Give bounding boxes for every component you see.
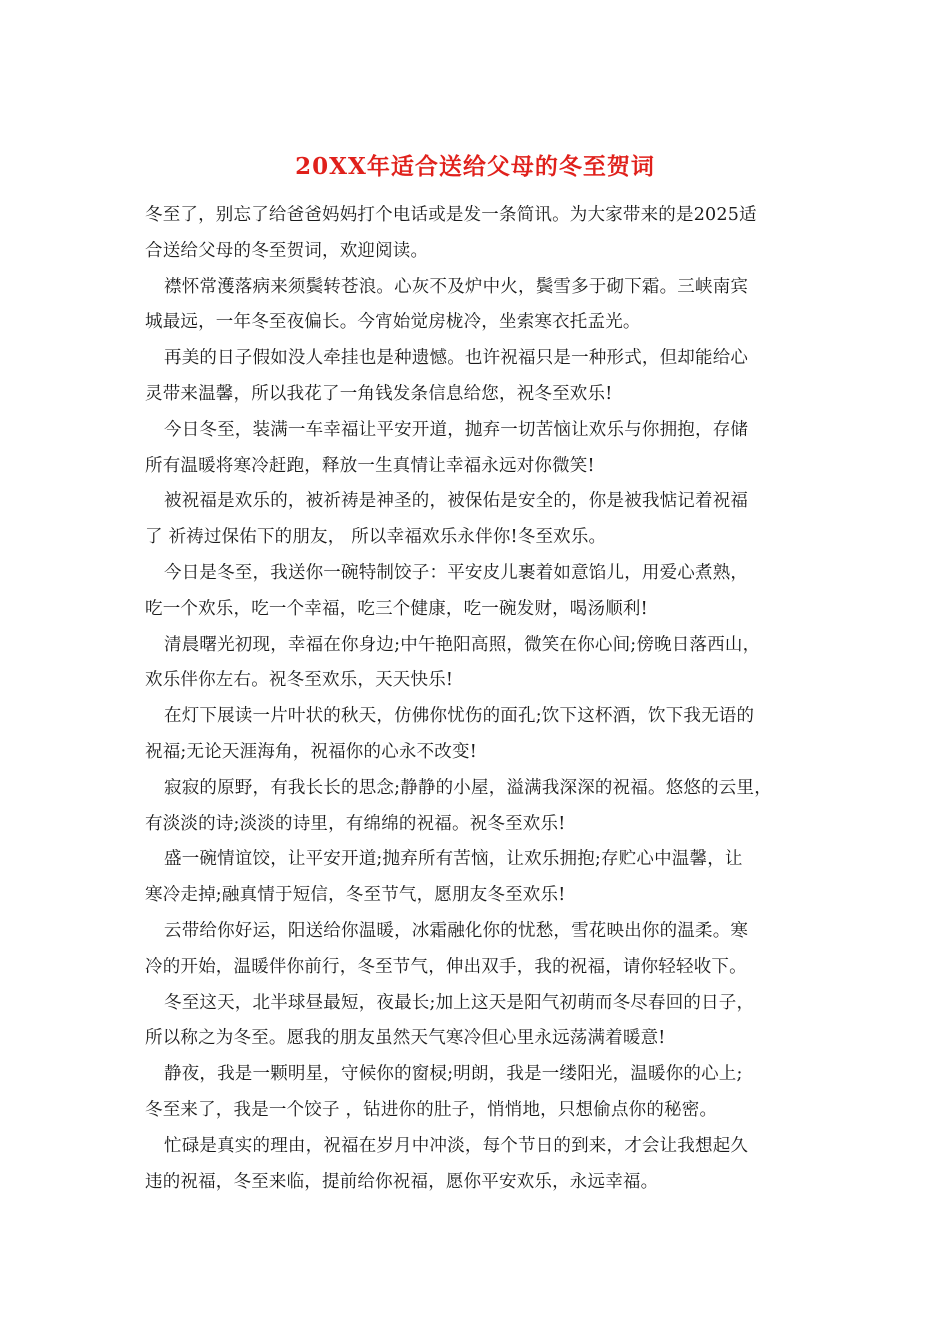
paragraph-line: 云带给你好运，阳送给你温暖，冰霜融化你的忧愁，雪花映出你的温柔。寒 <box>164 920 749 941</box>
paragraph-line: 有淡淡的诗;淡淡的诗里，有绵绵的祝福。祝冬至欢乐! <box>145 813 566 834</box>
paragraph-line: 冷的开始，温暖伴你前行，冬至节气，伸出双手，我的祝福，请你轻轻收下。 <box>145 956 747 977</box>
paragraph-line: 灵带来温馨，所以我花了一角钱发条信息给您，祝冬至欢乐! <box>145 383 613 404</box>
paragraph-line: 吃一个欢乐，吃一个幸福，吃三个健康，吃一碗发财，喝汤顺利! <box>145 598 648 619</box>
paragraph-line: 忙碌是真实的理由，祝福在岁月中冲淡，每个节日的到来，才会让我想起久 <box>164 1135 749 1156</box>
paragraph-line: 城最远，一年冬至夜偏长。今宵始觉房栊冷，坐索寒衣托孟光。 <box>145 312 641 333</box>
paragraph-line: 在灯下展读一片叶状的秋天，仿佛你忧伤的面孔;饮下这杯酒，饮下我无语的 <box>164 706 755 727</box>
paragraph-line: 今日是冬至，我送你一碗特制饺子：平安皮儿裹着如意馅儿，用爱心煮熟， <box>164 562 749 583</box>
document-body <box>145 198 815 1200</box>
paragraph-line: 祝福;无论天涯海角，祝福你的心永不改变! <box>145 741 477 762</box>
paragraph-line: 静夜，我是一颗明星，守候你的窗棂;明朗，我是一缕阳光，温暖你的心上; <box>164 1064 743 1085</box>
paragraph-line: 所以称之为冬至。愿我的朋友虽然天气寒冷但心里永远荡满着暖意! <box>145 1028 666 1049</box>
paragraph-line: 今日冬至，装满一车幸福让平安开道，抛弃一切苦恼让欢乐与你拥抱，存储 <box>164 419 749 440</box>
paragraph-line: 违的祝福，冬至来临，提前给你祝福，愿你平安欢乐，永远幸福。 <box>145 1171 659 1192</box>
paragraph-line: 欢乐伴你左右。祝冬至欢乐，天天快乐! <box>145 670 454 691</box>
paragraph-line: 所有温暖将寒冷赶跑，释放一生真情让幸福永远对你微笑! <box>145 455 595 476</box>
document-title: 20XX年适合送给父母的冬至贺词 <box>295 153 655 180</box>
paragraph-line: 冬至这天，北半球昼最短，夜最长;加上这天是阳气初萌而冬尽春回的日子， <box>164 992 755 1013</box>
paragraph-line: 再美的日子假如没人牵挂也是种遗憾。也许祝福只是一种形式，但却能给心 <box>164 348 749 369</box>
paragraph-line: 寒冷走掉;融真情于短信，冬至节气，愿朋友冬至欢乐! <box>145 885 566 906</box>
paragraph-line: 合送给父母的冬至贺词，欢迎阅读。 <box>145 240 429 261</box>
paragraph-line: 襟怀常濩落病来须鬓转苍浪。心灰不及炉中火，鬓雪多于砌下霜。三峡南宾 <box>164 276 749 297</box>
paragraph-line: 寂寂的原野，有我长长的思念;静静的小屋，溢满我深深的祝福。悠悠的云里， <box>164 777 772 798</box>
paragraph-line: 被祝福是欢乐的，被祈祷是神圣的，被保佑是安全的，你是被我惦记着祝福 <box>164 491 749 512</box>
paragraph-line: 了 祈祷过保佑下的朋友， 所以幸福欢乐永伴你!冬至欢乐。 <box>145 527 607 548</box>
paragraph-line: 冬至了，别忘了给爸爸妈妈打个电话或是发一条简讯。为大家带来的是2025适 <box>145 205 757 225</box>
paragraph-line: 清晨曙光初现，幸福在你身边;中午艳阳高照，微笑在你心间;傍晚日落西山， <box>164 634 761 655</box>
paragraph-line: 冬至来了，我是一个饺子 ，钻进你的肚子，悄悄地，只想偷点你的秘密。 <box>145 1099 718 1120</box>
paragraph-line: 盛一碗情谊饺，让平安开道;抛弃所有苦恼，让欢乐拥抱;存贮心中温馨，让 <box>164 849 743 870</box>
